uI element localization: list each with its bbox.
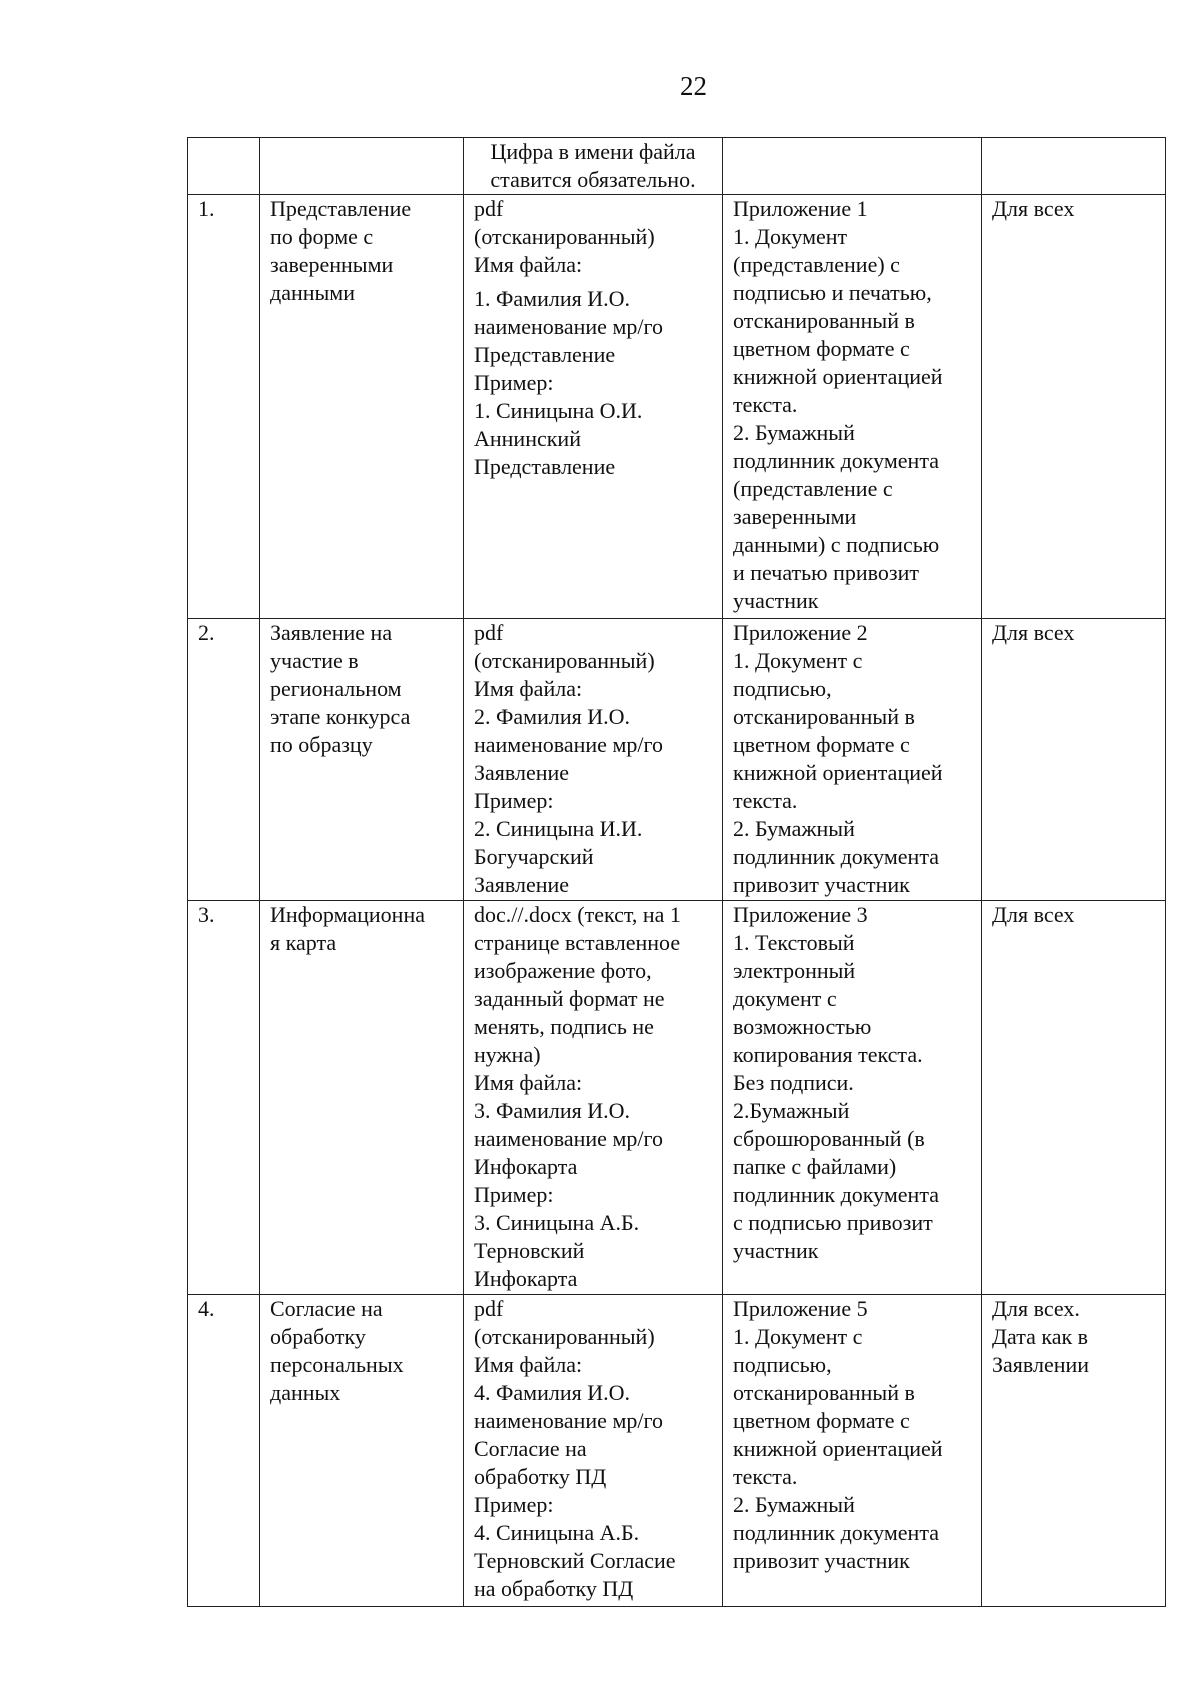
cell-line: отсканированный в <box>733 704 915 729</box>
table-row-continuation <box>188 138 1166 195</box>
cell-line: привозит участник <box>733 872 910 897</box>
cell-line: отсканированный в <box>733 1380 915 1405</box>
cell-line: 2. Фамилия И.О. <box>474 704 630 729</box>
cell-line: книжной ориентацией <box>733 364 943 389</box>
cell-line: pdf <box>474 1296 504 1321</box>
cell-line: 2. Бумажный <box>733 816 855 841</box>
cell-line: подписью и печатью, <box>733 280 932 305</box>
cell-line: электронный <box>733 958 856 983</box>
cell-line: 4. Синицына А.Б. <box>474 1520 640 1545</box>
cell-line: цветном формате с <box>733 1408 910 1433</box>
cell-line: ставится обязательно. <box>490 167 696 192</box>
cell-line: заверенными <box>733 504 857 529</box>
cell-line: Для всех. <box>992 1296 1080 1321</box>
cell-line: менять, подпись не <box>474 1014 654 1039</box>
cell-line: Имя файла: <box>474 676 583 701</box>
cell-line: 2. Бумажный <box>733 420 855 445</box>
cell-line: с подписью привозит <box>733 1210 933 1235</box>
cell-line: отсканированный в <box>733 308 915 333</box>
number-cell: 4. <box>188 1295 260 1607</box>
cell-line: изображение фото, <box>474 958 652 983</box>
cell-line: Для всех <box>992 620 1075 645</box>
cell-line: заверенными <box>270 252 394 277</box>
cell-line: 1. Документ с <box>733 648 863 673</box>
table-row <box>188 619 1166 901</box>
cell-line: этапе конкурса <box>270 704 411 729</box>
cell-line: 1. Документ с <box>733 1324 863 1349</box>
number-cell: 2. <box>188 619 260 901</box>
cell-line: Приложение 1 <box>733 196 868 221</box>
cell-line: цветном формате с <box>733 336 910 361</box>
page-number: 22 <box>680 71 707 101</box>
cell-line: Информационна <box>270 902 425 927</box>
cell-line: 2. Синицына И.И. <box>474 816 643 841</box>
document-cell <box>260 619 464 901</box>
cell-line: 2.Бумажный <box>733 1098 850 1123</box>
cell-line: Пример: <box>474 370 554 395</box>
cell-line: Для всех <box>992 196 1075 221</box>
cell-line: подлинник документа <box>733 844 939 869</box>
note-cell <box>982 138 1166 195</box>
cell-line: (представление) с <box>733 252 900 277</box>
cell-line: Пример: <box>474 1492 554 1517</box>
cell-line: текста. <box>733 788 798 813</box>
cell-line: участие в <box>270 648 359 673</box>
cell-line: Терновский Согласие <box>474 1548 676 1573</box>
cell-line: Для всех <box>992 902 1075 927</box>
cell-line: подписью, <box>733 1352 832 1377</box>
cell-line: обработку ПД <box>474 1464 607 1489</box>
table-row <box>188 901 1166 1295</box>
cell-line: по форме с <box>270 224 374 249</box>
cell-line: документ с <box>733 986 837 1011</box>
cell-line: Имя файла: <box>474 252 583 277</box>
cell-line: заданный формат не <box>474 986 665 1011</box>
format-cell <box>464 138 723 195</box>
cell-line: цветном формате с <box>733 732 910 757</box>
cell-line: данных <box>270 1380 341 1405</box>
cell-line: и печатью привозит <box>733 560 919 585</box>
cell-line: Согласие на <box>474 1436 587 1461</box>
cell-line: наименование мр/го <box>474 732 663 757</box>
cell-line: pdf <box>474 196 504 221</box>
number-cell: 3. <box>188 901 260 1295</box>
cell-line: данными <box>270 280 355 305</box>
cell-line: Приложение 2 <box>733 620 868 645</box>
cell-line: странице вставленное <box>474 930 681 955</box>
note-cell <box>982 901 1166 1295</box>
cell-line: Заявление <box>474 872 570 897</box>
cell-line: Представление <box>474 342 616 367</box>
cell-line: Цифра в имени файла <box>490 139 696 164</box>
cell-line: Заявлении <box>992 1352 1090 1377</box>
cell-line: подлинник документа <box>733 1182 939 1207</box>
cell-line: 1. Синицына О.И. <box>474 398 643 423</box>
cell-line: Инфокарта <box>474 1154 578 1179</box>
appendix-cell <box>723 195 982 619</box>
format-cell <box>464 1295 723 1607</box>
document-cell <box>260 138 464 195</box>
cell-line: Без подписи. <box>733 1070 854 1095</box>
cell-line: подлинник документа <box>733 1520 939 1545</box>
document-cell <box>260 195 464 619</box>
cell-line: копирования текста. <box>733 1042 923 1067</box>
cell-line: Аннинский <box>474 426 581 451</box>
cell-line: (отсканированный) <box>474 1324 655 1349</box>
cell-line: папке с файлами) <box>733 1154 897 1179</box>
cell-line: Пример: <box>474 1182 554 1207</box>
cell-line: (представление с <box>733 476 893 501</box>
cell-line: 1. Документ <box>733 224 848 249</box>
cell-line: 3. Синицына А.Б. <box>474 1210 640 1235</box>
cell-line: Согласие на <box>270 1296 383 1321</box>
cell-line: наименование мр/го <box>474 1126 663 1151</box>
cell-line: участник <box>733 588 819 613</box>
cell-line: 1. Фамилия И.О. <box>474 286 630 311</box>
cell-line: наименование мр/го <box>474 1408 663 1433</box>
cell-line: Приложение 5 <box>733 1296 868 1321</box>
document-cell <box>260 1295 464 1607</box>
cell-line: 4. Фамилия И.О. <box>474 1380 630 1405</box>
cell-line: Приложение 3 <box>733 902 868 927</box>
cell-line: по образцу <box>270 732 373 757</box>
cell-line: Имя файла: <box>474 1352 583 1377</box>
note-cell <box>982 619 1166 901</box>
appendix-cell <box>723 138 982 195</box>
cell-line: 2. Бумажный <box>733 1492 855 1517</box>
cell-line: Представление <box>474 454 616 479</box>
cell-line: 1. Текстовый <box>733 930 855 955</box>
format-cell <box>464 195 723 619</box>
cell-line: книжной ориентацией <box>733 1436 943 1461</box>
cell-line: подлинник документа <box>733 448 939 473</box>
note-cell <box>982 195 1166 619</box>
cell-line: персональных <box>270 1352 404 1377</box>
cell-line: Богучарский <box>474 844 594 869</box>
cell-line: 3. Фамилия И.О. <box>474 1098 630 1123</box>
cell-line: сброшюрованный (в <box>733 1126 925 1151</box>
appendix-cell <box>723 901 982 1295</box>
cell-line: (отсканированный) <box>474 224 655 249</box>
cell-line: текста. <box>733 1464 798 1489</box>
cell-line: книжной ориентацией <box>733 760 943 785</box>
table-row <box>188 1295 1166 1607</box>
cell-line: Заявление <box>474 760 570 785</box>
format-cell <box>464 901 723 1295</box>
appendix-cell <box>723 619 982 901</box>
cell-line: подписью, <box>733 676 832 701</box>
cell-line: Пример: <box>474 788 554 813</box>
cell-line: текста. <box>733 392 798 417</box>
cell-line: Инфокарта <box>474 1266 578 1291</box>
cell-line: нужна) <box>474 1042 541 1067</box>
cell-line: я карта <box>270 930 337 955</box>
cell-line: Терновский <box>474 1238 585 1263</box>
cell-line: обработку <box>270 1324 366 1349</box>
cell-line: (отсканированный) <box>474 648 655 673</box>
number-cell: 1. <box>188 195 260 619</box>
format-cell <box>464 619 723 901</box>
note-cell <box>982 1295 1166 1607</box>
cell-line: возможностью <box>733 1014 872 1039</box>
cell-line: Имя файла: <box>474 1070 583 1095</box>
document-cell <box>260 901 464 1295</box>
cell-line: региональном <box>270 676 402 701</box>
cell-line: pdf <box>474 620 504 645</box>
cell-line: Представление <box>270 196 412 221</box>
cell-line: привозит участник <box>733 1548 910 1573</box>
appendix-cell <box>723 1295 982 1607</box>
cell-line: Дата как в <box>992 1324 1089 1349</box>
cell-line: на обработку ПД <box>474 1576 634 1601</box>
cell-line: данными) с подписью <box>733 532 940 557</box>
cell-line: наименование мр/го <box>474 314 663 339</box>
cell-line: doc.//.docx (текст, на 1 <box>474 902 681 927</box>
number-cell <box>188 138 260 195</box>
table-row <box>188 195 1166 619</box>
cell-line: Заявление на <box>270 620 393 645</box>
requirements-table <box>187 137 1166 1607</box>
cell-line: участник <box>733 1238 819 1263</box>
